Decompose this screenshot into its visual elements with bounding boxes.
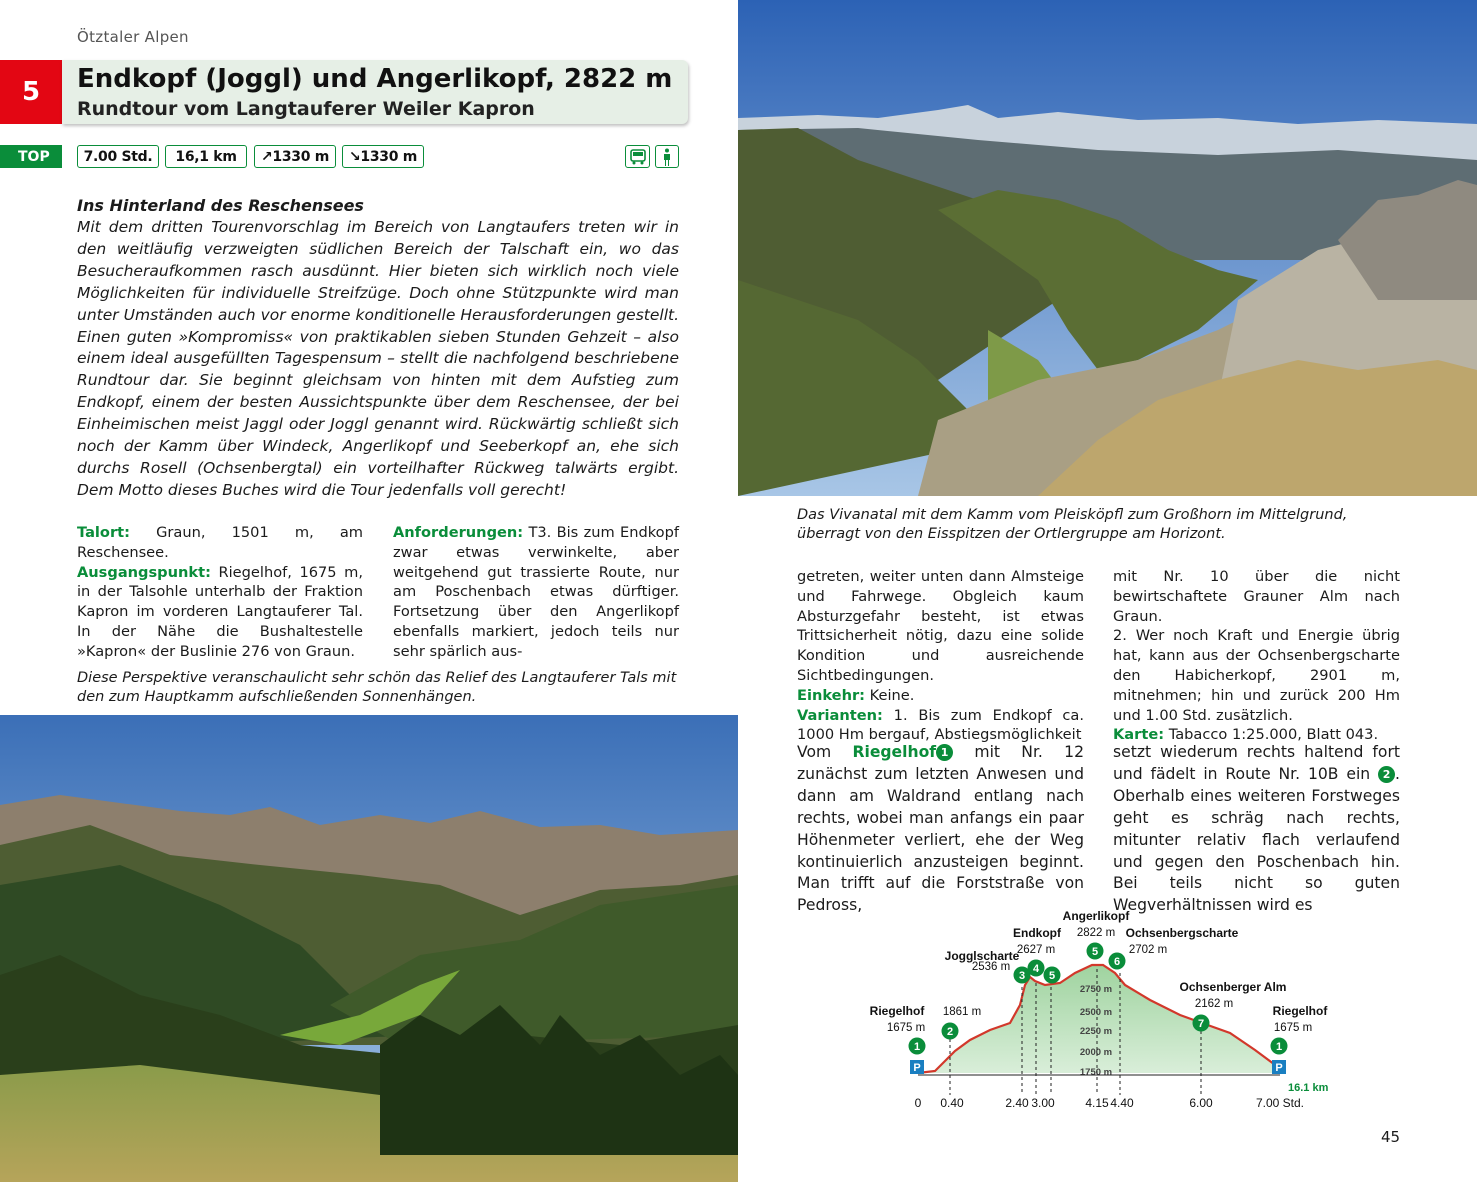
waypoint-alt: 2627 m (1016, 944, 1056, 956)
waypoint-number: 2 (946, 1026, 954, 1038)
descent-stat: ↘1330 m (342, 145, 424, 168)
right-caption: Das Vivanatal mit dem Kamm vom Pleisköpfl zum Großhorn im Mittelgrund, überragt von den Eisspitzen der Ortlergruppe am Horizont. (797, 507, 1348, 542)
waypoint-name: Angerlikopf (1062, 909, 1130, 923)
ausgang-label: Ausgangspunkt: (77, 563, 211, 581)
info-col-4 (1113, 567, 1400, 744)
riegelhof-link: Riegelhof (852, 743, 937, 761)
y-tick: 2000 m (1079, 1047, 1113, 1058)
waypoint-name: Ochsenbergscharte (1125, 926, 1239, 940)
waypoint-name: Ochsenberger Alm (1179, 980, 1287, 994)
x-tick: 0 (914, 1096, 922, 1110)
intro-heading: Ins Hinterland des Reschensees (77, 196, 364, 215)
y-tick: 2750 m (1079, 984, 1113, 995)
intro-text: Mit dem dritten Tourenvorschlag im Bereich von Langtaufers treten wir in den weitläufig verzweigten südlichen Bereich der Talschaft ein, wo das Besucheraufkommen rasch ausdünnt. Hier bieten sich wirklich noch viele Möglichkeiten für individuelle Streifzüge. Doch ohne Stützpunkte wird man unter Umständen auch vor enorme konditionelle Herausforderungen gestellt. Einen guten »Kompromiss« von praktikablen sieben Stunden Gehzeit – also einem ideal ausgefüllten Tagespensum – stellt die nachfolgend beschriebene Rundtour dar. Sie beginnt gleichsam von hinten mit dem Aufstieg zum Endkopf, einem der besten Aussichtspunkte über dem Reschensee, der bei Einheimischen meist Jaggl oder Joggl genannt wird. Rückwärtig schließt sich noch der Kamm über Windeck, Angerlikopf und Seeberkopf an, ehe sich durchs Rosell (Ochsenbergtal) ein vorteilhafter Rückweg talwärts ergibt. Dem Motto dieses Buches wird die Tour jedenfalls voll gerecht! (77, 218, 679, 499)
waypoint-name: Riegelhof (869, 1004, 925, 1018)
parking-icon: P (1275, 1062, 1283, 1074)
route-col-2 (1113, 742, 1400, 915)
karte-value: Tabacco 1:25.000, Blatt 043. (1168, 726, 1379, 744)
x-tick: 6.00 (1189, 1096, 1213, 1110)
parking-icon: P (913, 1062, 921, 1074)
distance-stat: 16,1 km (165, 145, 247, 168)
valley-photo (0, 715, 738, 1182)
einkehr-label: Einkehr: (797, 686, 865, 704)
waypoint-number: 1 (913, 1041, 921, 1053)
anford-value: T3. Bis zum Endkopf zwar etwas verwinkelte, aber weitgehend gut trassierte Route, nur am Poschenbach etwas dürftiger. Fortsetzung über den Angerlikopf ebenfalls markiert, jedoch teils nur sehr spärlich aus- (393, 524, 680, 660)
waypoint-number: 4 (1032, 963, 1040, 975)
y-tick: 2500 m (1079, 1007, 1113, 1018)
page-number: 45 (1381, 1128, 1401, 1146)
waypoint-number: 5 (1091, 946, 1099, 958)
varianten-continued: mit Nr. 10 über die nicht bewirtschaftete Grauner Alm nach Graun. (1113, 568, 1400, 625)
x-tick: 4.15 (1085, 1096, 1109, 1110)
ascent-stat: ↗1330 m (254, 145, 336, 168)
waypoint-alt: 2702 m (1128, 944, 1168, 956)
waypoint-alt: 1861 m (942, 1006, 982, 1018)
waypoint-name: Endkopf (1013, 926, 1061, 940)
tour-number-badge: 5 (0, 60, 62, 124)
y-tick: 1750 m (1079, 1067, 1113, 1078)
hiker-icon (655, 145, 679, 168)
waypoint-name: Riegelhof (1272, 1004, 1328, 1018)
waypoint-badge-1: 1 (936, 744, 953, 761)
waypoint-number: 7 (1197, 1018, 1205, 1030)
waypoint-number: 1 (1275, 1041, 1283, 1053)
region-label: Ötztaler Alpen (77, 28, 189, 46)
waypoint-badge-2: 2 (1378, 766, 1395, 783)
vivanatal-photo (738, 0, 1477, 496)
anford-continued: getreten, weiter unten dann Almsteige und Fahrwege. Obgleich kaum Absturzgefahr besteht, ist etwas Trittsicherheit nötig, dazu eine solide Kondition und ausreichende Sichtbedingungen. (797, 568, 1084, 684)
talort-value: Graun, 1501 m, am Reschensee. (77, 524, 363, 561)
title-box (62, 60, 688, 124)
talort-label: Talort: (77, 524, 130, 541)
varianten-label: Varianten: (797, 706, 883, 724)
y-tick: 2250 m (1079, 1026, 1113, 1037)
x-tick: 4.40 (1110, 1096, 1134, 1110)
anford-label: Anforderungen: (393, 524, 524, 541)
duration-stat: 7.00 Std. (77, 145, 159, 168)
top-badge: TOP (0, 145, 62, 168)
x-tick: 0.40 (940, 1096, 964, 1110)
distance-label: 16.1 km (1288, 1082, 1329, 1094)
route-text: . Oberhalb eines weiteren Forstweges geht es schräg nach rechts, mitunter relativ flach verlaufend und gegen den Poschenbach hin. Bei teils nicht so guten Wegverhältnissen wird es (1113, 764, 1400, 915)
einkehr-value: Keine. (869, 686, 915, 704)
karte-label: Karte: (1113, 726, 1165, 744)
left-caption: Diese Perspektive veranschaulicht sehr schön das Relief des Langtauferer Tals mit den zum Hauptkamm aufschließenden Sonnenhängen. (77, 670, 677, 705)
waypoint-alt: 2822 m (1076, 927, 1116, 939)
varianten-value: 1. Bis zum Endkopf ca. 1000 Hm bergauf, Abstiegsmöglichkeit (797, 706, 1084, 744)
waypoint-name: Jogglscharte (944, 949, 1020, 963)
route-text: Vom (797, 743, 832, 761)
route-text: setzt wiederum rechts haltend fort und fädelt in Route Nr. 10B ein (1113, 743, 1400, 783)
x-tick: 2.40 (1005, 1096, 1029, 1110)
route-text: mit Nr. 12 zunächst zum letzten Anwesen und dann am Waldrand entlang nach rechts, wobei man anfangs ein paar Höhenmeter verliert, ehe der Weg kontinuierlich anzusteigen beginnt. Man trifft auf die Forststraße von Pedross, (797, 743, 1084, 915)
x-tick: 3.00 (1031, 1096, 1055, 1110)
waypoint-number: 3 (1018, 970, 1026, 982)
waypoint-alt: 2536 m (971, 961, 1011, 973)
info-col-1 (77, 523, 363, 660)
route-col-1 (797, 742, 1084, 915)
waypoint-alt: 2162 m (1194, 998, 1234, 1010)
tour-title: Endkopf (Joggl) und Angerlikopf, 2822 m (77, 64, 673, 94)
waypoint-number: 6 (1113, 956, 1121, 968)
waypoint-alt: 1675 m (886, 1022, 926, 1034)
waypoint-alt: 1675 m (1273, 1022, 1313, 1034)
ausgang-value: Riegelhof, 1675 m, in der Talsohle unterhalb der Fraktion Kapron im vorderen Langtauferer Tal. In der Nähe die Bushaltestelle »Kapron« der Buslinie 276 von Graun. (77, 563, 363, 660)
info-col-3 (797, 567, 1084, 744)
varianten-2: 2. Wer noch Kraft und Energie übrig hat, kann aus der Ochsenbergscharte den Habicherkopf, 2901 m, mitnehmen; hin und zurück 200 Hm und 1.00 Std. zusätzlich. (1113, 627, 1400, 724)
info-col-2 (393, 523, 680, 660)
x-tick: 7.00 Std. (1255, 1096, 1305, 1110)
tour-subtitle: Rundtour vom Langtauferer Weiler Kapron (77, 98, 535, 120)
elevation-profile (860, 905, 1340, 1115)
waypoint-number: 5 (1048, 970, 1056, 982)
bus-icon (625, 145, 650, 168)
